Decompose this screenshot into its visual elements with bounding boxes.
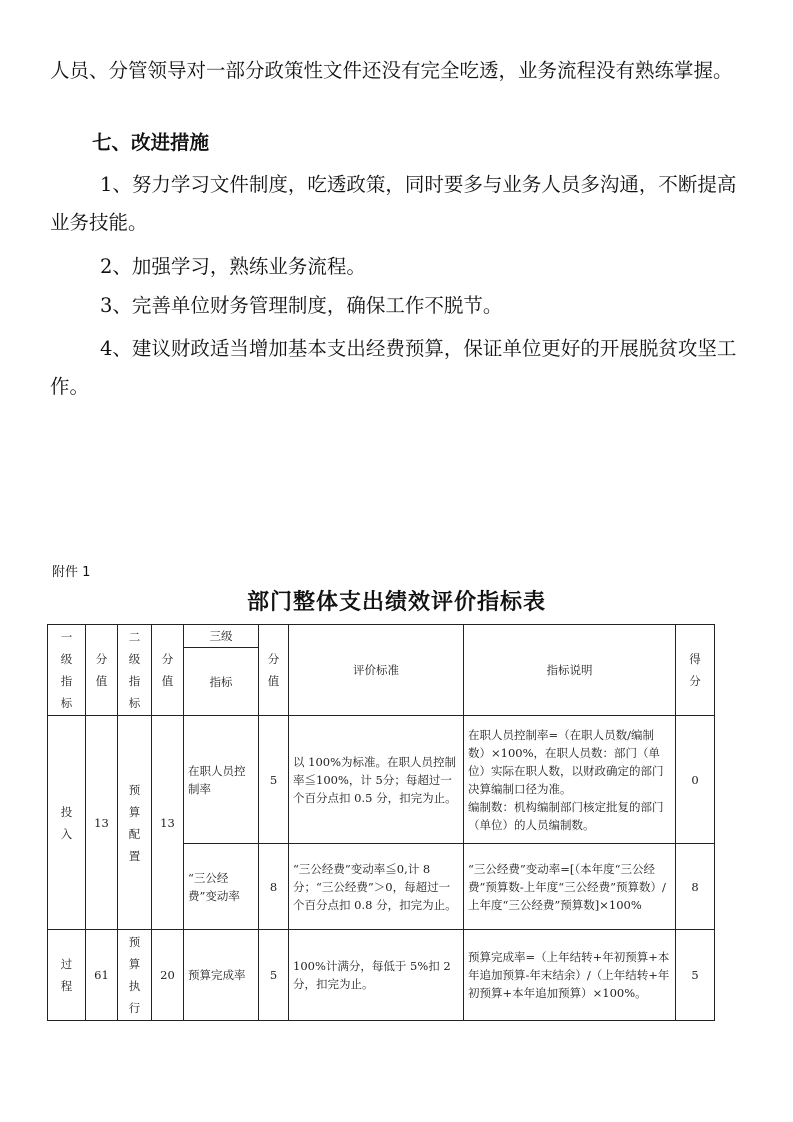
header-level2: 二级指标: [118, 625, 152, 716]
cell-score1: 13: [86, 716, 118, 930]
header-score3: 分值: [259, 625, 289, 716]
cell-score3: 5: [259, 930, 289, 1021]
cell-result: 8: [676, 844, 715, 930]
cell-criteria: 100%计满分，每低于 5%扣 2分，扣完为止。: [289, 930, 464, 1021]
cell-criteria: 以 100%为标准。在职人员控制率≦100%，计 5分；每超过一个百分点扣 0.5 分，扣完为止。: [289, 716, 464, 844]
cell-score2: 13: [152, 716, 184, 930]
cell-description: “三公经费”变动率=[（本年度“三公经费”预算数-上年度“三公经费”预算数）/上年度“三公经费”预算数]×100%: [464, 844, 676, 930]
cell-level2: 预算配置: [118, 716, 152, 930]
cell-level1: 过程: [48, 930, 86, 1021]
cell-description: [464, 716, 676, 844]
paragraph-measure-2: 2、加强学习，熟练业务流程。: [100, 255, 366, 278]
header-level3-sub: 指标: [184, 648, 259, 716]
table-header-row: [48, 625, 715, 648]
cell-criteria: “三公经费”变动率≦0,计 8分；“三公经费”＞0，每超过一个百分点扣 0.8 分，扣完为止。: [289, 844, 464, 930]
header-description: 指标说明: [464, 625, 676, 716]
cell-level2: 预算执行: [118, 930, 152, 1021]
paragraph-measure-3: 3、完善单位财务管理制度，确保工作不脱节。: [100, 294, 503, 317]
cell-description: 预算完成率=（上年结转+年初预算+本年追加预算-年末结余）/（上年结转+年初预算+本年追加预算）×100%。: [464, 930, 676, 1021]
attachment-label: 附件 1: [52, 565, 91, 580]
cell-score2: 20: [152, 930, 184, 1021]
header-level1: 一级指标: [48, 625, 86, 716]
paragraph-continuation: 人员、分管领导对一部分政策性文件还没有完全吃透，业务流程没有熟练掌握。: [50, 59, 733, 82]
cell-result: 5: [676, 930, 715, 1021]
cell-level3: “三公经费”变动率: [184, 844, 259, 930]
cell-score1: 61: [86, 930, 118, 1021]
header-result: 得分: [676, 625, 715, 716]
header-level3: 三级: [184, 625, 259, 648]
paragraph-measure-4: 4、建议财政适当增加基本支出经费预算，保证单位更好的开展脱贫攻坚工作。: [50, 337, 737, 398]
header-score1: 分值: [86, 625, 118, 716]
evaluation-table: [47, 624, 715, 1021]
header-criteria: 评价标准: [289, 625, 464, 716]
paragraph-measure-1: 1、努力学习文件制度，吃透政策，同时要多与业务人员多沟通，不断提高业务技能。: [50, 173, 737, 234]
cell-score3: 8: [259, 844, 289, 930]
table-row: [48, 716, 715, 844]
table-title: 部门整体支出绩效评价指标表: [246, 590, 546, 615]
cell-level1: 投入: [48, 716, 86, 930]
cell-level3: 预算完成率: [184, 930, 259, 1021]
cell-result: 0: [676, 716, 715, 844]
table-row: [48, 930, 715, 1021]
header-score2: 分值: [152, 625, 184, 716]
description-text: 编制数：机构编制部门核定批复的部门（单位）的人员编制数。: [468, 799, 664, 832]
cell-score3: 5: [259, 716, 289, 844]
section-heading: 七、改进措施: [92, 131, 210, 154]
cell-level3: 在职人员控制率: [184, 716, 259, 844]
description-text: 在职人员控制率=（在职人员数/编制数）×100%，在职人员数：部门（单位）实际在职人数，以财政确定的部门决算编制口径为准。: [468, 727, 664, 796]
